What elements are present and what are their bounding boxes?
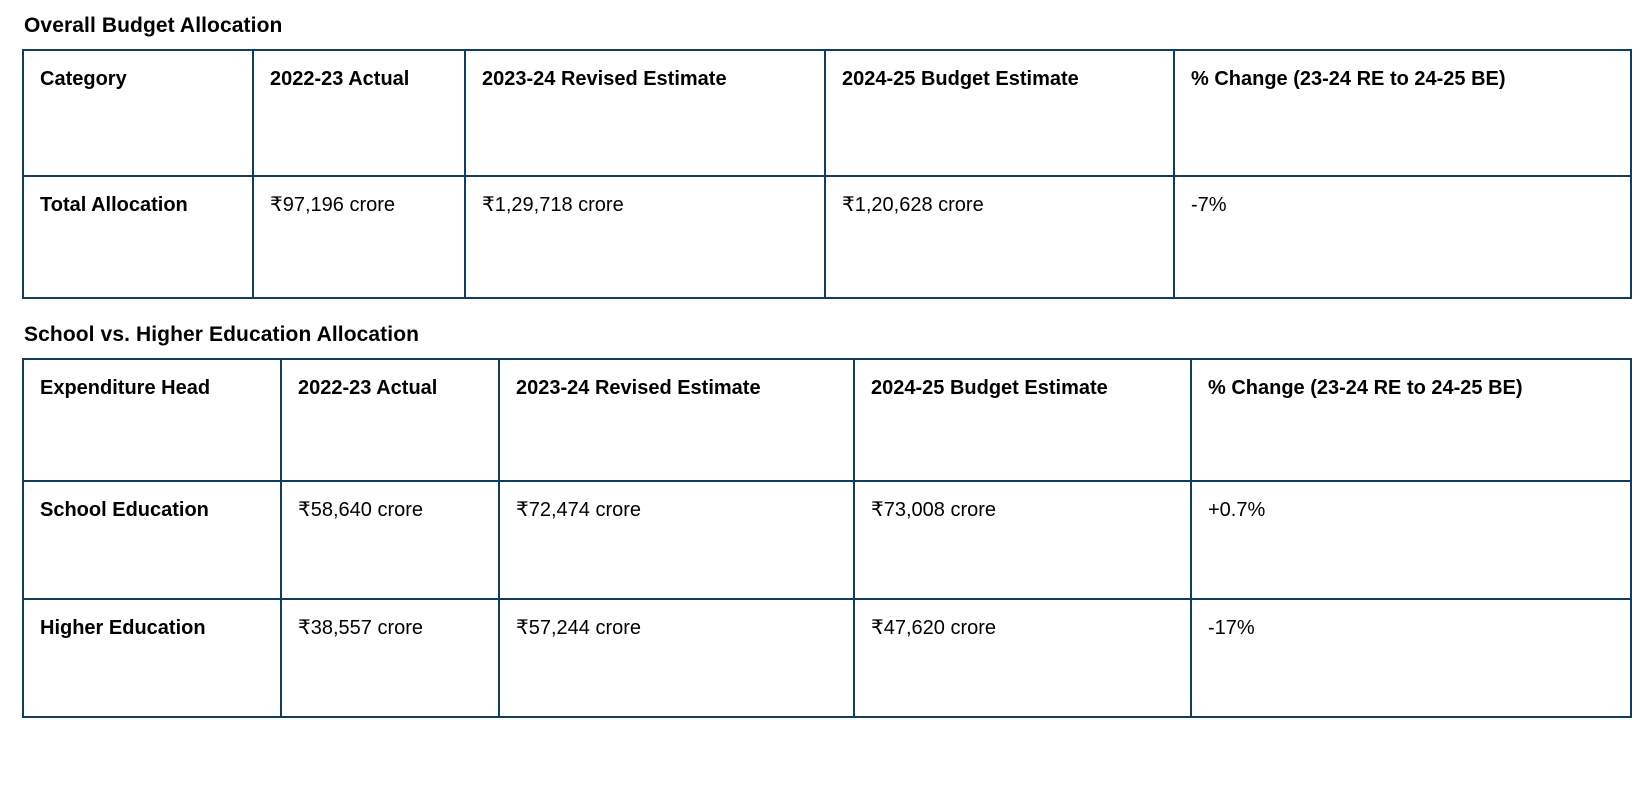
cell-school-education-2023-24-re: ₹72,474 crore: [499, 481, 854, 599]
column-header-2023-24-revised-estimate: 2023-24 Revised Estimate: [465, 50, 825, 176]
column-header-expenditure-head: Expenditure Head: [23, 359, 281, 481]
table-row: [23, 481, 1631, 599]
column-header-2022-23-actual: 2022-23 Actual: [281, 359, 499, 481]
table-row: [23, 176, 1631, 298]
cell-total-allocation-2023-24-re: ₹1,29,718 crore: [465, 176, 825, 298]
column-header-2024-25-budget-estimate: 2024-25 Budget Estimate: [825, 50, 1174, 176]
cell-higher-education-2022-23-actual: ₹38,557 crore: [281, 599, 499, 717]
cell-higher-education-percent-change: -17%: [1191, 599, 1631, 717]
page-title-overall-budget-allocation: Overall Budget Allocation: [24, 14, 283, 37]
table-header-row: [23, 359, 1631, 481]
cell-school-education-2024-25-be: ₹73,008 crore: [854, 481, 1191, 599]
cell-total-allocation-2024-25-be: ₹1,20,628 crore: [825, 176, 1174, 298]
overall-budget-allocation-table: [22, 49, 1632, 299]
column-header-percent-change: % Change (23-24 RE to 24-25 BE): [1174, 50, 1631, 176]
table-header-row: [23, 50, 1631, 176]
cell-total-allocation-percent-change: -7%: [1174, 176, 1631, 298]
page-title-school-vs-higher-education-allocation: School vs. Higher Education Allocation: [24, 323, 420, 346]
row-header-total-allocation: Total Allocation: [23, 176, 253, 298]
row-header-higher-education: Higher Education: [23, 599, 281, 717]
column-header-category: Category: [23, 50, 253, 176]
column-header-2024-25-budget-estimate: 2024-25 Budget Estimate: [854, 359, 1191, 481]
cell-higher-education-2024-25-be: ₹47,620 crore: [854, 599, 1191, 717]
cell-higher-education-2023-24-re: ₹57,244 crore: [499, 599, 854, 717]
cell-school-education-percent-change: +0.7%: [1191, 481, 1631, 599]
table-row: [23, 599, 1631, 717]
column-header-2022-23-actual: 2022-23 Actual: [253, 50, 465, 176]
school-vs-higher-education-allocation-table: [22, 358, 1632, 718]
column-header-percent-change: % Change (23-24 RE to 24-25 BE): [1191, 359, 1631, 481]
cell-total-allocation-2022-23-actual: ₹97,196 crore: [253, 176, 465, 298]
cell-school-education-2022-23-actual: ₹58,640 crore: [281, 481, 499, 599]
row-header-school-education: School Education: [23, 481, 281, 599]
column-header-2023-24-revised-estimate: 2023-24 Revised Estimate: [499, 359, 854, 481]
